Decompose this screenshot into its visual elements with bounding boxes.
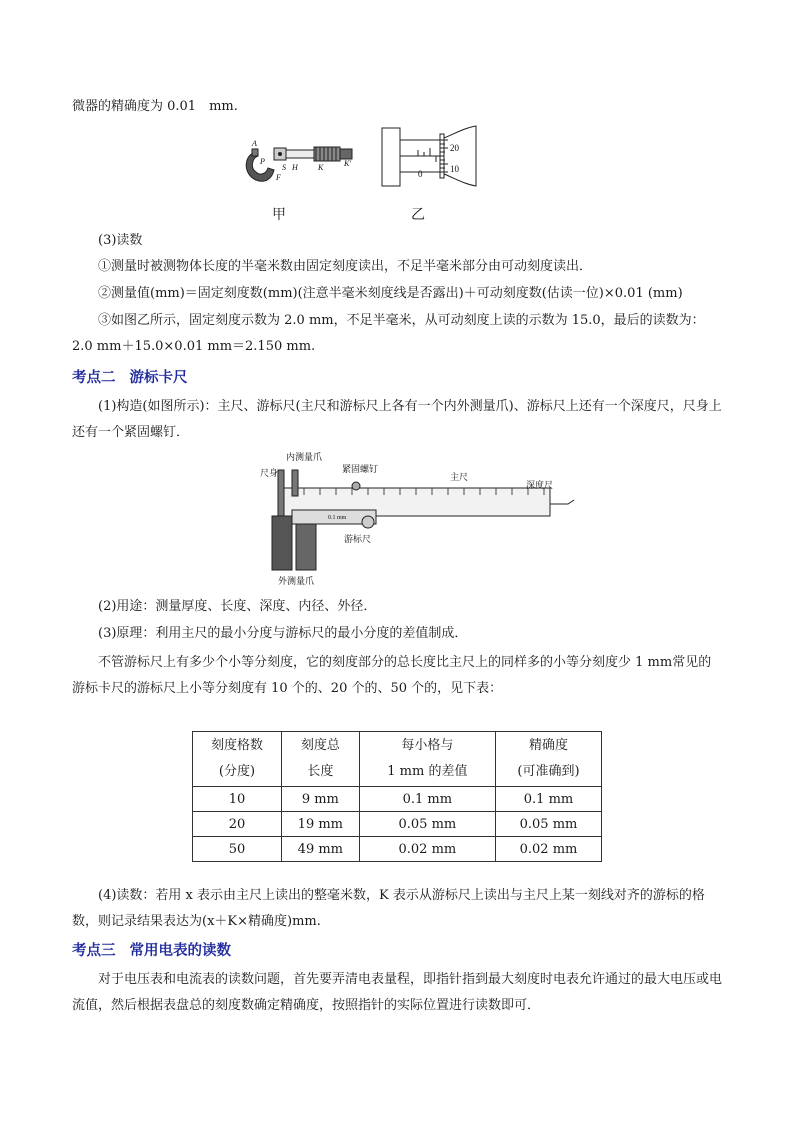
table-header: 刻度格数 (分度) <box>193 732 282 787</box>
vernier-reading-text: (4)读数：若用 x 表示由主尺上读出的整毫米数，K 表示从游标尺上读出与主尺上某一刻线对齐的游标的格数，则记录结果表达为(x＋K×精确度)mm. <box>72 888 705 929</box>
intro-line: 微器的精确度为 0.01 mm. <box>72 99 238 114</box>
principle-text: (3)原理：利用主尺的最小分度与游标尺的最小分度的差值制成． <box>98 626 468 641</box>
label-S: S <box>282 163 286 172</box>
table-row <box>193 837 602 862</box>
table-header-row <box>193 732 602 787</box>
table-header: 精确度 (可准确到) <box>496 732 602 787</box>
explain-text: 不管游标尺上有多少个小等分刻度，它的刻度部分的总长度比主尺上的同样多的小等分刻度少 1 mm常见的游标卡尺的游标尺上小等分刻度有 10 个的、20 个的、50 个的，见下表： <box>72 655 712 696</box>
table-row <box>193 787 602 812</box>
caliper-label-vernier: 游标尺 <box>344 534 372 544</box>
section3-heading <box>72 939 231 960</box>
caption-left: 甲 <box>272 207 286 223</box>
use-text: (2)用途：测量厚度、长度、深度、内径、外径． <box>98 599 377 614</box>
reading-item-1: ①测量时被测物体长度的半毫米数由固定刻度读出，不足半毫米部分由可动刻度读出． <box>98 259 593 274</box>
label-K: K <box>318 163 324 172</box>
table-header: 刻度总 长度 <box>281 732 359 787</box>
label-F: F <box>276 173 281 182</box>
table-cell: 49 mm <box>281 837 359 862</box>
table-cell: 19 mm <box>281 812 359 837</box>
caption-right: 乙 <box>411 207 425 223</box>
table-cell: 50 <box>193 837 282 862</box>
micrometer-figure <box>238 134 358 190</box>
table-cell: 0.1 mm <box>496 787 602 812</box>
caliper-label-main-scale: 主尺 <box>450 472 469 482</box>
table-cell: 0.05 mm <box>496 812 602 837</box>
table-cell: 0.05 mm <box>359 812 495 837</box>
table-header: 每小格与 1 mm 的差值 <box>359 732 495 787</box>
label-P: P <box>260 157 265 166</box>
scale-label-20: 20 <box>450 143 459 153</box>
scale-label-10: 10 <box>450 164 459 174</box>
caliper-label-body: 尺身 <box>260 468 279 478</box>
table-cell: 9 mm <box>281 787 359 812</box>
section3-label: 考点三 <box>72 942 116 959</box>
reading-item-3: ③如图乙所示，固定刻度示数为 2.0 mm，不足半毫米，从可动刻度上读的示数为 15.0，最后的读数为：2.0 mm＋15.0×0.01 mm＝2.150 mm. <box>72 313 705 354</box>
scale-reading-figure <box>378 124 480 188</box>
table-cell: 10 <box>193 787 282 812</box>
meter-reading-text: 对于电压表和电流表的读数问题，首先要弄清电表量程，即指针指到最大刻度时电表允许通过的最大电压或电流值，然后根据表盘总的刻度数确定精确度，按照指针的实际位置进行读数即可． <box>72 972 723 1013</box>
section3-title: 常用电表的读数 <box>129 942 231 959</box>
scale-label-0: 0 <box>418 169 423 179</box>
table-row <box>193 812 602 837</box>
label-K-prime: K′ <box>344 159 352 168</box>
table-cell: 0.02 mm <box>496 837 602 862</box>
section2-heading <box>72 366 188 387</box>
caliper-label-inner-jaw: 内测量爪 <box>286 452 323 462</box>
label-H: H <box>292 163 298 172</box>
reading-item-2: ②测量值(mm)＝固定刻度数(mm)(注意半毫米刻度线是否露出)＋可动刻度数(估读一位)×0.01 (mm) <box>98 286 683 301</box>
table-cell: 0.1 mm <box>359 787 495 812</box>
caliper-label-unit: 0.1 mm <box>328 515 347 521</box>
structure-text: (1)构造(如图所示)：主尺、游标尺(主尺和游标尺上各有一个内外测量爪)、游标尺上还有一个深度尺，尺身上还有一个紧固螺钉． <box>72 399 722 440</box>
caliper-label-screw: 紧固螺钉 <box>342 464 379 474</box>
reading-heading: (3)读数 <box>98 233 143 248</box>
vernier-precision-table <box>192 731 602 862</box>
label-A: A <box>252 139 257 148</box>
table-cell: 20 <box>193 812 282 837</box>
caliper-label-outer-jaw: 外测量爪 <box>278 576 315 586</box>
vernier-caliper-figure <box>250 448 580 590</box>
caliper-label-depth: 深度尺 <box>526 480 554 490</box>
section2-label: 考点二 <box>72 369 116 386</box>
section2-title: 游标卡尺 <box>129 369 188 386</box>
table-cell: 0.02 mm <box>359 837 495 862</box>
